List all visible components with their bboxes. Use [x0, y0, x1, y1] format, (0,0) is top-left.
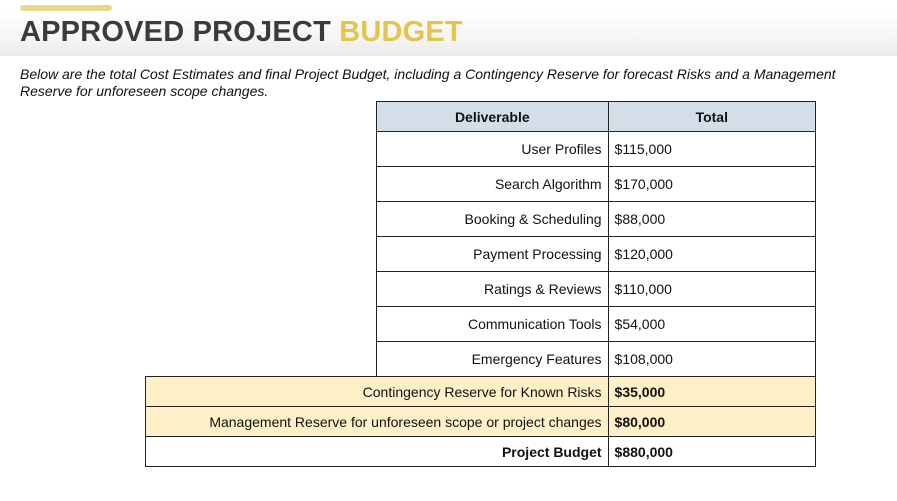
deliverable-cell: Search Algorithm [377, 167, 609, 202]
column-header-total: Total [608, 102, 815, 132]
reserve-label: Management Reserve for unforeseen scope or project changes [146, 407, 609, 437]
reserve-total: $80,000 [608, 407, 815, 437]
page-title [20, 16, 463, 49]
table-row [146, 237, 816, 272]
deliverable-cell: Payment Processing [377, 237, 609, 272]
accent-bar [20, 5, 112, 11]
total-cell: $120,000 [608, 237, 815, 272]
deliverable-cell: User Profiles [377, 132, 609, 167]
deliverable-cell: Communication Tools [377, 307, 609, 342]
project-budget-row [146, 437, 816, 467]
deliverable-cell: Booking & Scheduling [377, 202, 609, 237]
management-reserve-row [146, 407, 816, 437]
project-budget-label: Project Budget [146, 437, 609, 467]
total-cell: $88,000 [608, 202, 815, 237]
table-row [146, 132, 816, 167]
table-row [146, 342, 816, 377]
total-cell: $110,000 [608, 272, 815, 307]
table-row [146, 202, 816, 237]
title-highlight: BUDGET [339, 16, 463, 48]
total-cell: $54,000 [608, 307, 815, 342]
total-cell: $115,000 [608, 132, 815, 167]
total-cell: $108,000 [608, 342, 815, 377]
project-budget-total: $880,000 [608, 437, 815, 467]
column-header-deliverable: Deliverable [377, 102, 609, 132]
reserve-total: $35,000 [608, 377, 815, 407]
budget-table [145, 101, 816, 467]
deliverable-cell: Ratings & Reviews [377, 272, 609, 307]
table-header-row [146, 102, 816, 132]
total-cell: $170,000 [608, 167, 815, 202]
reserve-label: Contingency Reserve for Known Risks [146, 377, 609, 407]
table-row [146, 307, 816, 342]
deliverable-cell: Emergency Features [377, 342, 609, 377]
table-row [146, 272, 816, 307]
contingency-reserve-row [146, 377, 816, 407]
table-row [146, 167, 816, 202]
intro-text: Below are the total Cost Estimates and final Project Budget, including a Contingency Reserve for forecast Risks and a Management Reserve for unforeseen scope changes. [20, 66, 836, 99]
title-main: APPROVED PROJECT [20, 16, 340, 48]
